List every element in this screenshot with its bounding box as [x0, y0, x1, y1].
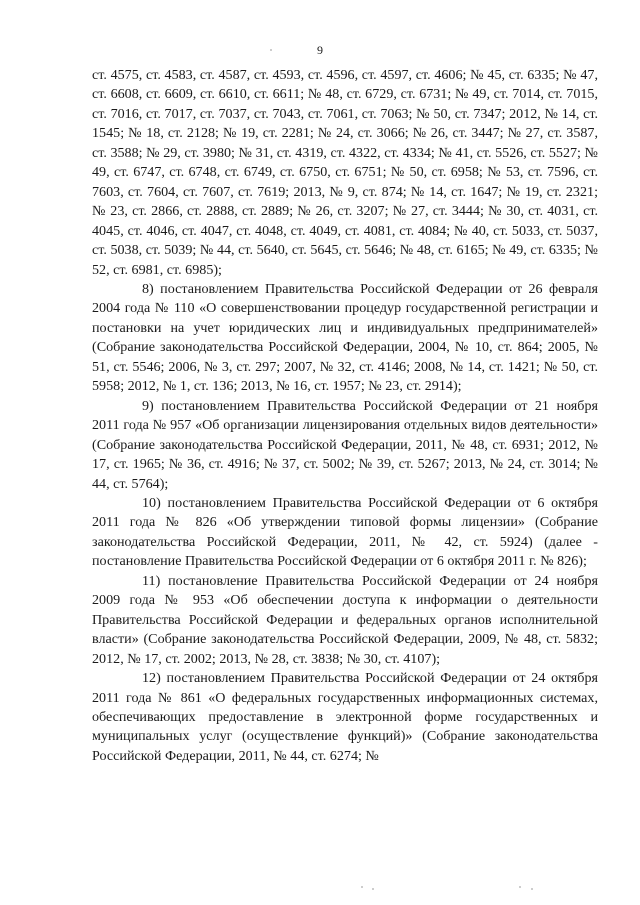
- paragraph-item-8: 8) постановлением Правительства Российской Федерации от 26 февраля 2004 года № 110 «О совершенствовании процедур государственной регистрации и постановки на учет юридических лиц и индивидуальных предпринимателей» (Собрание законодательства Российской Федерации, 2004, № 10, ст. 864; 2005, № 51, ст. 5546; 2006, № 3, ст. 297; 2007, № 32, ст. 4146; 2008, № 14, ст. 1421; № 50, ст. 5958; 2012, № 1, ст. 136; 2013, № 16, ст. 1957; № 23, ст. 2914);: [92, 280, 598, 395]
- scan-speck: [519, 886, 521, 888]
- paragraph-item-10: 10) постановлением Правительства Российской Федерации от 6 октября 2011 года № 826 «Об утверждении типовой формы лицензии» (Собрание законодательства Российской Федерации, 2011, № 42, ст. 5924) (далее - постановление Правительства Российской Федерации от 6 октября 2011 г. № 826);: [92, 494, 598, 570]
- paragraph-item-12: 12) постановлением Правительства Российской Федерации от 24 октября 2011 года № 861 «О федеральных государственных информационных системах, обеспечивающих предоставление в электронной форме государственных и муниципальных услуг (осуществление функций)» (Собрание законодательства Российской Федерации, 2011, № 44, ст. 6274; №: [92, 670, 598, 764]
- scan-speck: [531, 888, 533, 890]
- paragraph-item-9: 9) постановлением Правительства Российской Федерации от 21 ноября 2011 года № 957 «Об организации лицензирования отдельных видов деятельности» (Собрание законодательства Российской Федерации, 2011, № 48, ст. 6931; 2012, № 17, ст. 1965; № 36, ст. 4916; № 37, ст. 5002; № 39, ст. 5267; 2013, № 24, ст. 3014; № 44, ст. 5764);: [92, 397, 598, 492]
- paragraph-continuation: ст. 4575, ст. 4583, ст. 4587, ст. 4593, ст. 4596, ст. 4597, ст. 4606; № 45, ст. 6335; № 47, ст. 6608, ст. 6609, ст. 6610, ст. 6611; № 48, ст. 6729, ст. 6731; № 49, ст. 7014, ст. 7015, ст. 7016, ст. 7017, ст. 7037, ст. 7043, ст. 7061, ст. 7063; № 50, ст. 7347; 2012, № 14, ст. 1545; № 18, ст. 2128; № 19, ст. 2281; № 24, ст. 3066; № 26, ст. 3447; № 27, ст. 3587, ст. 3588; № 29, ст. 3980; № 31, ст. 4319, ст. 4322, ст. 4334; № 41, ст. 5526, ст. 5527; № 49, ст. 6747, ст. 6748, ст. 6749, ст. 6750, ст. 6751; № 50, ст. 6958; № 53, ст. 7596, ст. 7603, ст. 7604, ст. 7607, ст. 7619; 2013, № 9, ст. 874; № 14, ст. 1647; № 19, ст. 2321; № 23, ст. 2866, ст. 2888, ст. 2889; № 26, ст. 3207; № 27, ст. 3444; № 30, ст. 4031, ст. 4045, ст. 4046, ст. 4047, ст. 4048, ст. 4049, ст. 4081, ст. 4084; № 40, ст. 5033, ст. 5037, ст. 5038, ст. 5039; № 44, ст. 5640, ст. 5645, ст. 5646; № 48, ст. 6165; № 49, ст. 6335; № 52, ст. 6981, ст. 6985);: [92, 67, 598, 278]
- scan-speck: [270, 49, 272, 51]
- scan-speck: [372, 888, 374, 890]
- page-number: 9: [317, 43, 323, 57]
- scan-speck: [361, 886, 363, 888]
- paragraph-item-11: 11) постановление Правительства Российской Федерации от 24 ноября 2009 года № 953 «Об обеспечении доступа к информации о деятельности Правительства Российской Федерации и федеральных органов исполнительной власти» (Собрание законодательства Российской Федерации, 2009, № 48, ст. 5832; 2012, № 17, ст. 2002; 2013, № 28, ст. 3838; № 30, ст. 4107);: [92, 572, 598, 667]
- body-text: [92, 66, 598, 766]
